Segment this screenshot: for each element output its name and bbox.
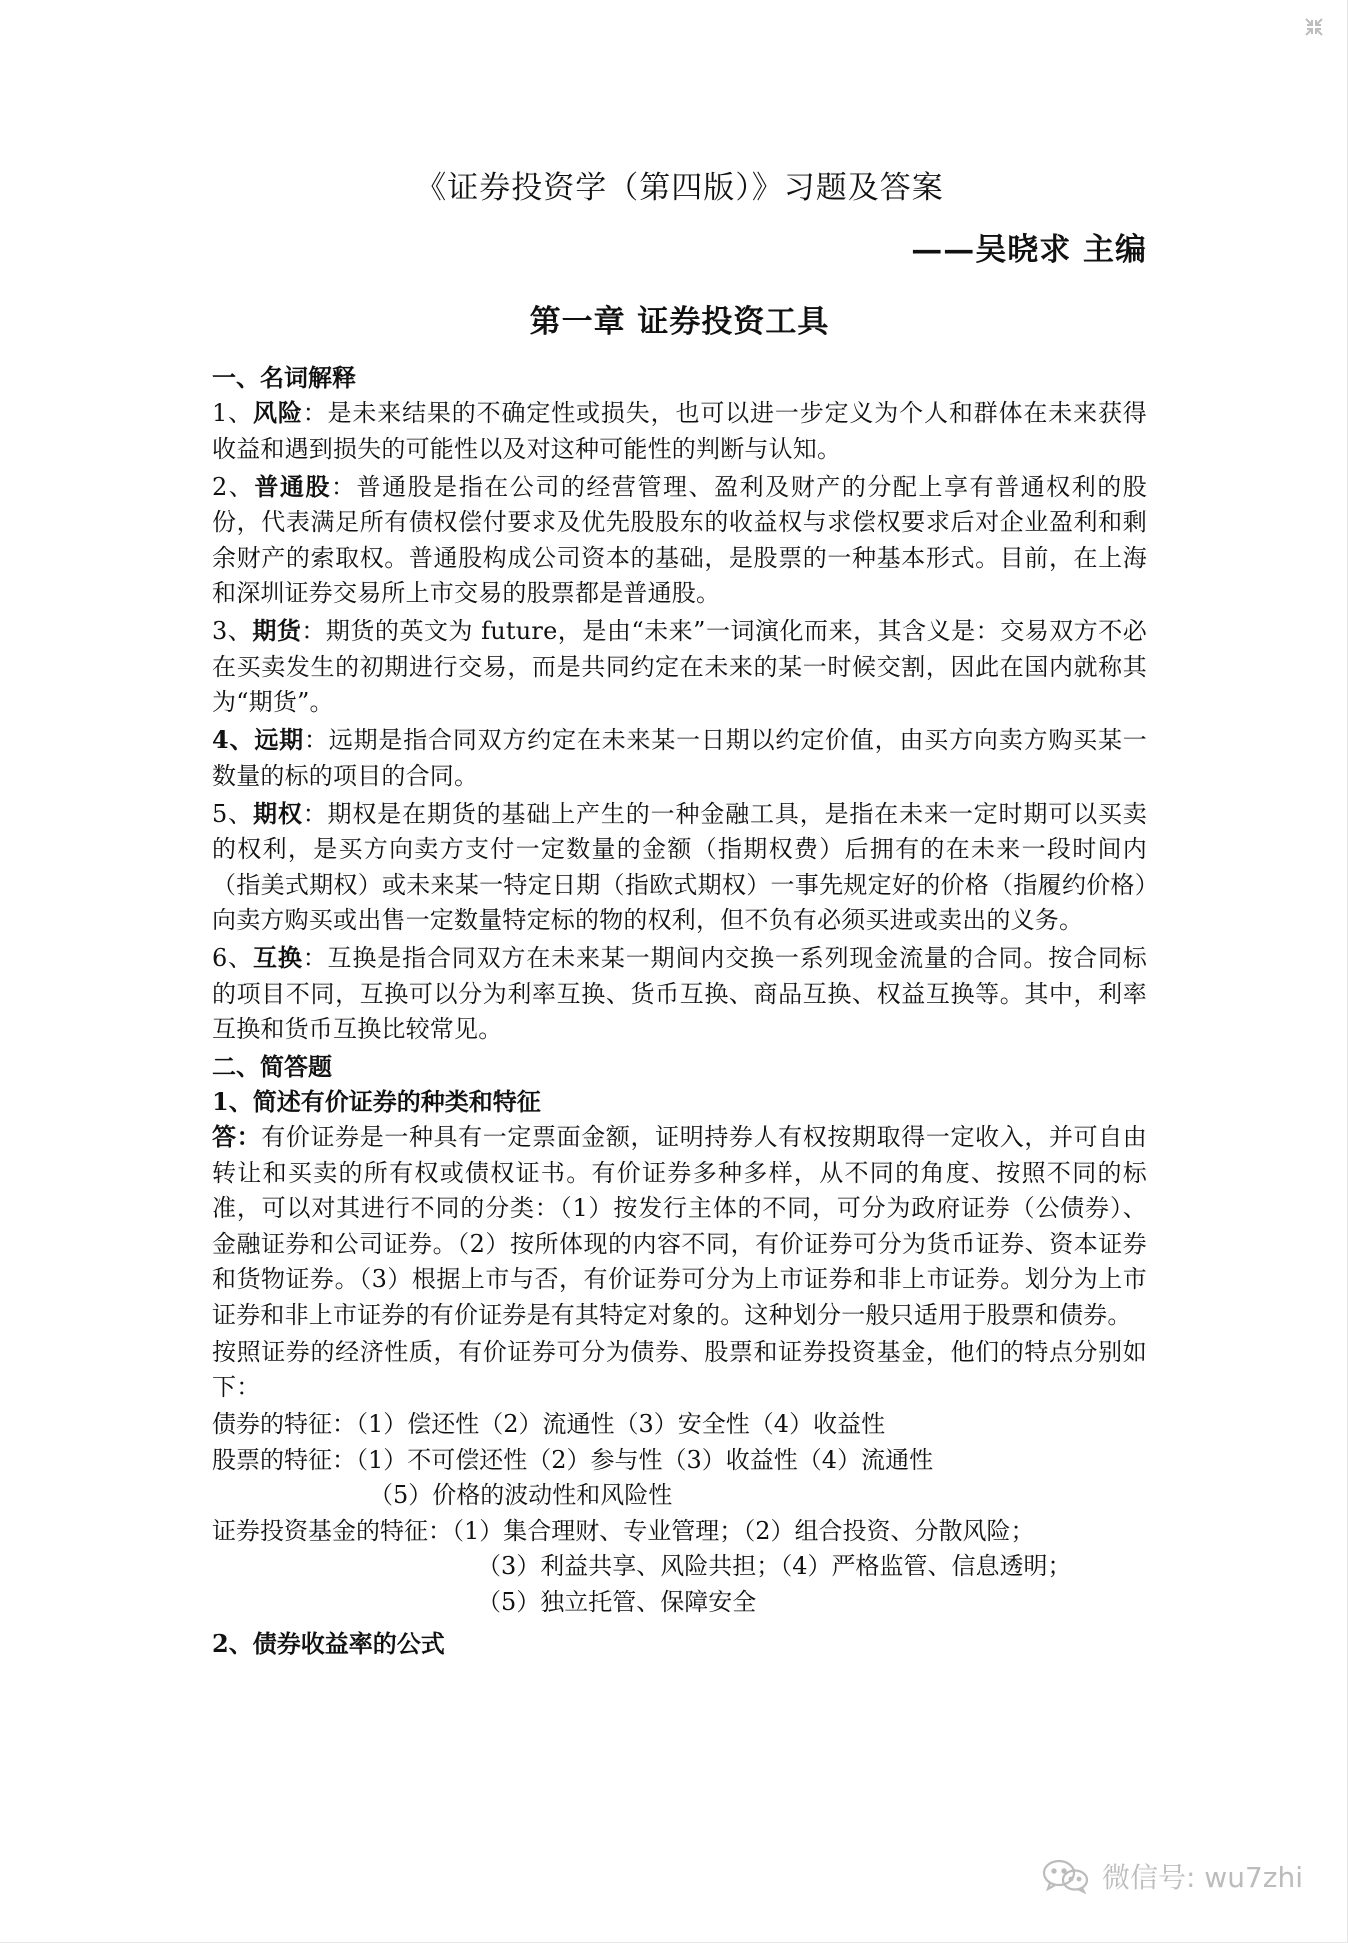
stock-features-line2: （5）价格的波动性和风险性 <box>369 1481 673 1509</box>
section-heading-terms: 一、名词解释 <box>212 363 356 392</box>
fund-features-line2: （3）利益共享、风险共担；（4）严格监管、信息透明； <box>477 1552 1072 1580</box>
term-definition: 普通股是指在公司的经营管理、盈利及财产的分配上享有普通权利的股份，代表满足所有债权偿付要求及优先股股东的收益权与求偿权要求后对企业盈利和剩余财产的索取权。普通股构成公司资本的基础，是股票的一种基本形式。目前，在上海和深圳证券交易所上市交易的股票都是普通股。 <box>212 472 1148 607</box>
bond-features: 债券的特征：（1）偿还性（2）流通性（3）安全性（4）收益性 <box>212 1410 886 1438</box>
section-heading-short-answer: 二、简答题 <box>212 1052 332 1081</box>
term-name: 期货 <box>252 616 302 645</box>
term-entry-swap <box>212 940 1147 1048</box>
term-name: 期权 <box>252 798 303 828</box>
term-entry-risk <box>212 395 1147 467</box>
term-entry-common-stock <box>212 469 1147 612</box>
answer-label: 答 <box>212 1122 237 1151</box>
term-colon: ： <box>303 726 329 754</box>
term-name: 互换 <box>252 943 303 972</box>
term-colon: ： <box>302 944 328 972</box>
term-colon: ： <box>301 617 326 645</box>
term-number: 4、 <box>212 725 255 754</box>
term-entry-option <box>212 796 1147 939</box>
term-definition: 互换是指合同双方在未来某一期间内交换一系列现金流量的合同。按合同标的项目不同，互换可以分为利率互换、货币互换、商品互换、权益互换等。其中，利率互换和货币互换比较常见。 <box>212 944 1147 1043</box>
term-colon: ： <box>331 472 357 501</box>
chapter-heading: 第一章 证券投资工具 <box>529 304 830 340</box>
term-number: 3、 <box>212 617 253 645</box>
question-heading-1: 1、简述有价证券的种类和特征 <box>212 1087 541 1116</box>
fund-features-line3: （5）独立托管、保障安全 <box>477 1587 757 1616</box>
term-colon: ： <box>302 799 328 828</box>
term-number: 5、 <box>212 799 253 828</box>
term-number: 1、 <box>212 399 253 427</box>
collapse-arrows-icon[interactable] <box>1303 16 1325 38</box>
term-entry-futures <box>212 613 1147 721</box>
term-colon: ： <box>302 399 328 427</box>
stock-features-line1: 股票的特征：（1）不可偿还性（2）参与性（3）收益性（4）流通性 <box>212 1445 934 1474</box>
term-number: 6、 <box>212 944 253 972</box>
term-name: 风险 <box>252 398 303 427</box>
answer-paragraph-1 <box>212 1119 1147 1333</box>
answer-paragraph-2: 按照证券的经济性质，有价证券可分为债券、股票和证券投资基金，他们的特点分别如下： <box>212 1337 1147 1401</box>
term-definition: 远期是指合同双方约定在未来某一日期以约定价值，由买方向卖方购买某一数量的标的项目的合同。 <box>212 726 1148 790</box>
term-definition: 期权是在期货的基础上产生的一种金融工具，是指在未来一定时期可以买卖的权利，是买方向卖方支付一定数量的金额（指期权费）后拥有的在未来一段时间内（指美式期权）或未来某一特定日期（指欧式期权）一事先规定好的价格（指履约价格）向卖方购买或出售一定数量特定标的物的权利，但不负有必须买进或卖出的义务。 <box>212 799 1147 934</box>
answer-colon: ： <box>236 1122 262 1151</box>
answer-text: 有价证券是一种具有一定票面金额，证明持券人有权按期取得一定收入，并可自由转让和买卖的所有权或债权证书。有价证券多种多样，从不同的角度、按照不同的标准，可以对其进行不同的分类：（1）按发行主体的不同，可分为政府证券（公债券）、金融证券和公司证券。（2）按所体现的内容不同，有价证券可分为货币证券、资本证券和货物证券。（3）根据上市与否，有价证券可分为上市证券和非上市证券。划分为上市证券和非上市证券的有价证券是有其特定对象的。这种划分一般只适用于股票和债券。 <box>212 1123 1148 1329</box>
wechat-watermark <box>1040 1856 1303 1896</box>
watermark-text: 微信号: wu7zhi <box>1101 1861 1303 1894</box>
document-author: ——吴晓求 主编 <box>911 232 1147 268</box>
term-entry-forward <box>212 722 1147 794</box>
document-title: 《证券投资学（第四版）》习题及答案 <box>415 170 944 206</box>
term-name: 远期 <box>254 725 304 754</box>
term-definition: 期货的英文为 future，是由“未来”一词演化而来，其含义是：交易双方不必在买卖发生的初期进行交易，而是共同约定在未来的某一时候交割，因此在国内就称其为“期货”。 <box>212 617 1148 716</box>
document-content <box>212 168 1147 1661</box>
term-number: 2、 <box>212 472 255 501</box>
term-name: 普通股 <box>254 471 331 501</box>
fund-features-line1: 证券投资基金的特征：（1）集合理财、专业管理；（2）组合投资、分散风险； <box>212 1516 1035 1545</box>
term-definition: 是未来结果的不确定性或损失，也可以进一步定义为个人和群体在未来获得收益和遇到损失的可能性以及对这种可能性的判断与认知。 <box>212 399 1147 463</box>
question-heading-2: 2、债券收益率的公式 <box>212 1629 445 1658</box>
wechat-icon <box>1040 1858 1092 1894</box>
